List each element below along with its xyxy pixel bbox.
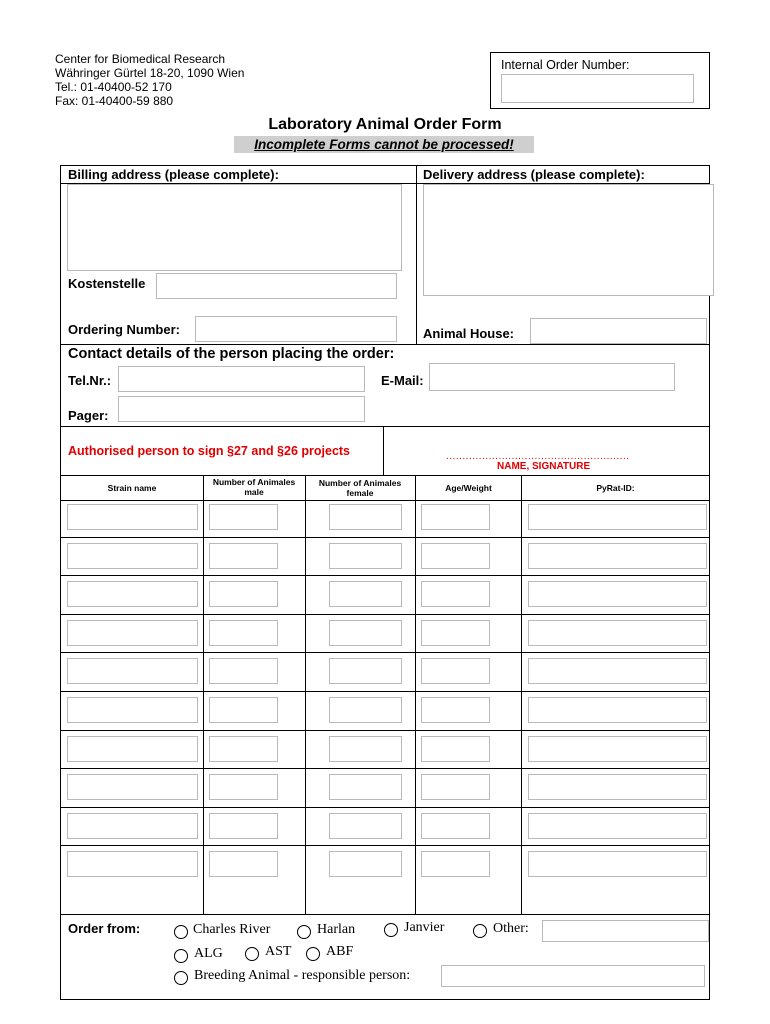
address-line: Fax: 01-40400-59 880 bbox=[55, 94, 174, 108]
animal-house-input[interactable] bbox=[530, 318, 707, 344]
order-from-label: Order from: bbox=[68, 921, 141, 936]
option-breeding-animal: Breeding Animal - responsible person: bbox=[194, 968, 411, 983]
col-header-age-weight: Age/Weight bbox=[445, 483, 492, 493]
table-row-divider bbox=[60, 691, 710, 692]
female-count-input[interactable] bbox=[329, 813, 402, 839]
female-count-input[interactable] bbox=[329, 658, 402, 684]
age-weight-input[interactable] bbox=[421, 620, 490, 646]
internal-order-input[interactable] bbox=[501, 74, 694, 103]
tel-label: Tel.Nr.: bbox=[68, 373, 112, 388]
radio-charles-river[interactable] bbox=[174, 925, 188, 939]
delivery-address-field[interactable] bbox=[423, 184, 714, 296]
male-count-input[interactable] bbox=[209, 504, 278, 530]
signature-caption: NAME, SIGNATURE bbox=[497, 461, 591, 472]
table-row-divider bbox=[60, 575, 710, 576]
age-weight-input[interactable] bbox=[421, 813, 490, 839]
male-count-input[interactable] bbox=[209, 736, 278, 762]
table-row-divider bbox=[60, 807, 710, 808]
pyrat-id-input[interactable] bbox=[528, 774, 707, 800]
age-weight-input[interactable] bbox=[421, 697, 490, 723]
pyrat-id-input[interactable] bbox=[528, 620, 707, 646]
page-title: Laboratory Animal Order Form bbox=[268, 116, 502, 133]
radio-ast[interactable] bbox=[245, 947, 259, 961]
strain-name-input[interactable] bbox=[67, 813, 198, 839]
radio-other[interactable] bbox=[473, 924, 487, 938]
billing-address-field[interactable] bbox=[67, 184, 402, 271]
pyrat-id-input[interactable] bbox=[528, 697, 707, 723]
strain-name-input[interactable] bbox=[67, 658, 198, 684]
female-count-input[interactable] bbox=[329, 620, 402, 646]
age-weight-input[interactable] bbox=[421, 736, 490, 762]
age-weight-input[interactable] bbox=[421, 774, 490, 800]
female-count-input[interactable] bbox=[329, 697, 402, 723]
age-weight-input[interactable] bbox=[421, 581, 490, 607]
strain-name-input[interactable] bbox=[67, 504, 198, 530]
internal-order-label: Internal Order Number: bbox=[501, 58, 630, 72]
table-row-divider bbox=[60, 845, 710, 846]
female-count-input[interactable] bbox=[329, 504, 402, 530]
table-row-divider bbox=[60, 652, 710, 653]
age-weight-input[interactable] bbox=[421, 504, 490, 530]
female-count-input[interactable] bbox=[329, 736, 402, 762]
address-line: Center for Biomedical Research bbox=[55, 52, 226, 66]
breeding-responsible-input[interactable] bbox=[441, 965, 705, 987]
female-count-input[interactable] bbox=[329, 581, 402, 607]
table-row-divider bbox=[60, 768, 710, 769]
kostenstelle-label: Kostenstelle bbox=[68, 276, 146, 291]
animal-house-label: Animal House: bbox=[423, 326, 515, 341]
col-header-strain: Strain name bbox=[107, 483, 157, 493]
strain-name-input[interactable] bbox=[67, 620, 198, 646]
col-header-male: Number of Animales male bbox=[212, 477, 296, 497]
male-count-input[interactable] bbox=[209, 658, 278, 684]
option-janvier: Janvier bbox=[404, 920, 445, 935]
radio-breeding-animal[interactable] bbox=[174, 971, 188, 985]
col-header-pyrat-id: PyRat-ID: bbox=[596, 483, 635, 493]
male-count-input[interactable] bbox=[209, 620, 278, 646]
pyrat-id-input[interactable] bbox=[528, 813, 707, 839]
age-weight-input[interactable] bbox=[421, 543, 490, 569]
kostenstelle-input[interactable] bbox=[156, 273, 397, 299]
pyrat-id-input[interactable] bbox=[528, 851, 707, 877]
strain-name-input[interactable] bbox=[67, 697, 198, 723]
contact-heading: Contact details of the person placing the order: bbox=[68, 346, 395, 362]
radio-alg[interactable] bbox=[174, 949, 188, 963]
address-line: Tel.: 01-40400-52 170 bbox=[55, 80, 172, 94]
male-count-input[interactable] bbox=[209, 813, 278, 839]
option-ast: AST bbox=[265, 944, 292, 959]
email-input[interactable] bbox=[429, 363, 675, 391]
strain-name-input[interactable] bbox=[67, 543, 198, 569]
strain-name-input[interactable] bbox=[67, 581, 198, 607]
female-count-input[interactable] bbox=[329, 543, 402, 569]
option-abf: ABF bbox=[326, 944, 354, 959]
pager-input[interactable] bbox=[118, 396, 365, 422]
ordering-number-label: Ordering Number: bbox=[68, 322, 180, 337]
other-supplier-input[interactable] bbox=[542, 920, 709, 942]
male-count-input[interactable] bbox=[209, 851, 278, 877]
male-count-input[interactable] bbox=[209, 774, 278, 800]
incomplete-warning: Incomplete Forms cannot be processed! bbox=[234, 136, 534, 153]
table-row-divider bbox=[60, 537, 710, 538]
address-line: Währinger Gürtel 18-20, 1090 Wien bbox=[55, 66, 245, 80]
billing-heading: Billing address (please complete): bbox=[68, 167, 279, 182]
female-count-input[interactable] bbox=[329, 851, 402, 877]
email-label: E-Mail: bbox=[381, 373, 424, 388]
table-row-divider bbox=[60, 730, 710, 731]
option-harlan: Harlan bbox=[317, 922, 356, 937]
pyrat-id-input[interactable] bbox=[528, 543, 707, 569]
institution-address bbox=[55, 52, 244, 108]
authorised-person-label: Authorised person to sign §27 and §26 projects bbox=[68, 444, 351, 458]
male-count-input[interactable] bbox=[209, 581, 278, 607]
ordering-number-input[interactable] bbox=[195, 316, 397, 342]
option-alg: ALG bbox=[194, 946, 223, 961]
radio-abf[interactable] bbox=[306, 947, 320, 961]
option-charles-river: Charles River bbox=[193, 922, 271, 937]
col-header-female: Number of Animales female bbox=[318, 478, 402, 498]
pyrat-id-input[interactable] bbox=[528, 581, 707, 607]
pyrat-id-input[interactable] bbox=[528, 736, 707, 762]
female-count-input[interactable] bbox=[329, 774, 402, 800]
radio-harlan[interactable] bbox=[297, 925, 311, 939]
table-row-divider bbox=[60, 614, 710, 615]
male-count-input[interactable] bbox=[209, 543, 278, 569]
pager-label: Pager: bbox=[68, 408, 109, 423]
strain-name-input[interactable] bbox=[67, 774, 198, 800]
signature-line: ........................................................ bbox=[446, 451, 630, 462]
delivery-heading: Delivery address (please complete): bbox=[423, 167, 645, 182]
pyrat-id-input[interactable] bbox=[528, 504, 707, 530]
strain-name-input[interactable] bbox=[67, 736, 198, 762]
male-count-input[interactable] bbox=[209, 697, 278, 723]
tel-input[interactable] bbox=[118, 366, 365, 392]
age-weight-input[interactable] bbox=[421, 851, 490, 877]
strain-name-input[interactable] bbox=[67, 851, 198, 877]
radio-janvier[interactable] bbox=[384, 923, 398, 937]
age-weight-input[interactable] bbox=[421, 658, 490, 684]
option-other: Other: bbox=[493, 921, 529, 936]
pyrat-id-input[interactable] bbox=[528, 658, 707, 684]
